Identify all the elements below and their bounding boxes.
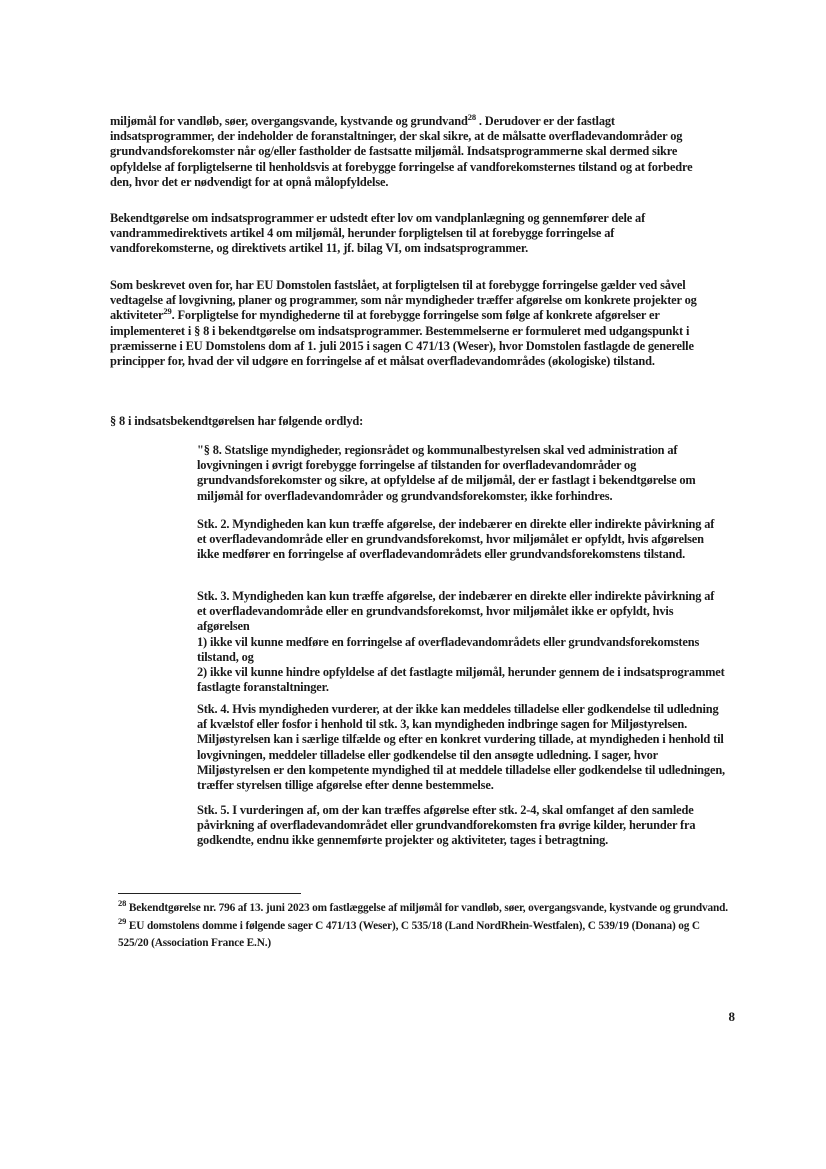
footnote-divider <box>118 893 301 894</box>
quote-stk-2 <box>197 517 725 563</box>
paragraph-text: . Forpligtelse for myndighederne til at forebygge forringelse som følge af konkrete afgørelser er implementeret i § 8 i bekendtgørelse om indsatsprogrammer. Bestemmelserne er formuleret med udgangspunkt i præmisserne i EU Domstolens dom af 1. juli 2015 i sagen C 471/13 (Weser), hvor Domstolen fastlagde de generelle principper for, hvad der vil udgøre en forringelse af et målsat overfladevandområdes (økologiske) tilstand. <box>110 308 694 369</box>
paragraph-text: § 8 i indsatsbekendtgørelsen har følgende ordlyd: <box>110 414 364 428</box>
quote-paragraph-4: Stk. 4. Hvis myndigheden vurderer, at der ikke kan meddeles tilladelse eller godkendelse til udledning af kvælstof eller fosfor i henhold til stk. 3, kan myndigheden indbringe sagen for Miljøstyrelsen. Miljøstyrelsen kan i særlige tilfælde og efter en konkret vurdering tillade, at myndigheden i henhold til lovgivningen, meddeler tilladelse eller godkendelse til den ansøgte udledning. I sager, hvor Miljøstyrelsen er den kompetente myndighed til at meddele tilladelse eller godkendelse til udledningen, træffer styrelsen tillige afgørelse efter denne bestemmelse. <box>197 702 726 793</box>
quote-stk-4 <box>197 702 725 793</box>
paragraph-text: . Derudover er der fastlagt indsatsprogrammer, der indeholder de foranstaltninger, der skal sikre, at de målsatte overfladevandområder og grundvandsforekomster når og/eller fastholder de fastsatte miljømål. Indsatsprogrammerne skal dermed sikre opfyldelse af forpligtelserne til henholdsvis at forebygge forringelse af vandforekomsternes tilstand og at forbedre den, hvor det er nødvendigt for at opnå målopfyldelse. <box>110 114 693 189</box>
footnote-text: EU domstolens domme i følgende sager C 471/13 (Weser), C 535/18 (Land NordRhein-Westfalen), C 539/19 (Donana) og C 525/20 (Association France E.N.) <box>118 919 700 949</box>
footnote-ref-28[interactable]: 28 <box>467 112 476 122</box>
footnote-29 <box>118 915 730 953</box>
paragraph-text: miljømål for vandløb, søer, overgangsvande, kystvande og grundvand <box>110 114 468 128</box>
quote-paragraph-5: Stk. 5. I vurderingen af, om der kan træffes afgørelse efter stk. 2-4, skal omfanget af den samlede påvirkning af overfladevandområdet eller grundvandforekomsten fra øvrige kilder, herunder fra godkendte, endnu ikke gennemførte projekter og aktiviteter, tages i betragtning. <box>197 803 696 848</box>
footnote-ref-29[interactable]: 29 <box>163 306 172 317</box>
quote-list-item-2: 2) ikke vil kunne hindre opfyldelse af det fastlagte miljømål, herunder gennem de i indsatsprogrammet fastlagte foranstaltninger. <box>197 665 725 695</box>
quote-stk-3 <box>197 589 725 695</box>
footnote-number: 29 <box>118 915 127 926</box>
footnote-text: Bekendtgørelse nr. 796 af 13. juni 2023 om fastlæggelse af miljømål for vandløb, søer, overgangsvande, kystvande og grundvand. <box>126 902 728 914</box>
footnote-28 <box>118 900 730 918</box>
page-number: 8 <box>728 1009 735 1024</box>
quote-section-8 <box>197 443 725 504</box>
paragraph-miljomal <box>110 114 716 190</box>
paragraph-text: Som beskrevet oven for, har EU Domstolen fastslået, at forpligtelsen til at forebygge forringelse gælder ved såvel vedtagelse af lovgivning, planer og programmer, som når myndigheder træffer afgørelse om konkrete projekter og aktiviteter <box>110 278 697 323</box>
quote-stk-5 <box>197 803 725 849</box>
paragraph-section-8-intro <box>110 414 716 429</box>
paragraph-bekendtgorelse <box>110 211 716 257</box>
footnote-number: 28 <box>118 898 127 908</box>
quote-paragraph-3-intro: Stk. 3. Myndigheden kan kun træffe afgørelse, der indebærer en direkte eller indirekte påvirkning af et overfladevandområde eller en grundvandsforekomst, hvor miljømålet ikke er opfyldt, hvis afgørelsen <box>197 589 715 634</box>
paragraph-text: Bekendtgørelse om indsatsprogrammer er udstedt efter lov om vandplanlægning og gennemfører dele af vandrammedirektivets artikel 4 om miljømål, herunder forpligtelsen til at forebygge forringelse af vandforekomsterne, og direktivets artikel 11, jf. bilag VI, om indsatsprogrammer. <box>110 211 646 256</box>
paragraph-eu-domstolen <box>110 278 716 369</box>
footnotes <box>118 900 730 953</box>
quote-list-item-1: 1) ikke vil kunne medføre en forringelse af overfladevandområdets eller grundvandsforekomstens tilstand, og <box>197 634 700 664</box>
quote-paragraph-1: "§ 8. Statslige myndigheder, regionsrådet og kommunalbestyrelsen skal ved administration af lovgivningen i øvrigt forebygge forringelse af tilstanden for overfladevandområder og grundvandsforekomster og sikre, at opfyldelse af de miljømål, der er fastlagt i bekendtgørelse om miljømål for overfladevandområder og grundvandsforekomster, ikke forhindres. <box>197 443 696 503</box>
quote-paragraph-2: Stk. 2. Myndigheden kan kun træffe afgørelse, der indebærer en direkte eller indirekte påvirkning af et overfladevandområde eller en grundvandsforekomst, hvor miljømålet er opfyldt, hvis afgørelsen ikke medfører en forringelse af overfladevandområdets eller grundvandsforekomstens tilstand. <box>197 517 715 562</box>
